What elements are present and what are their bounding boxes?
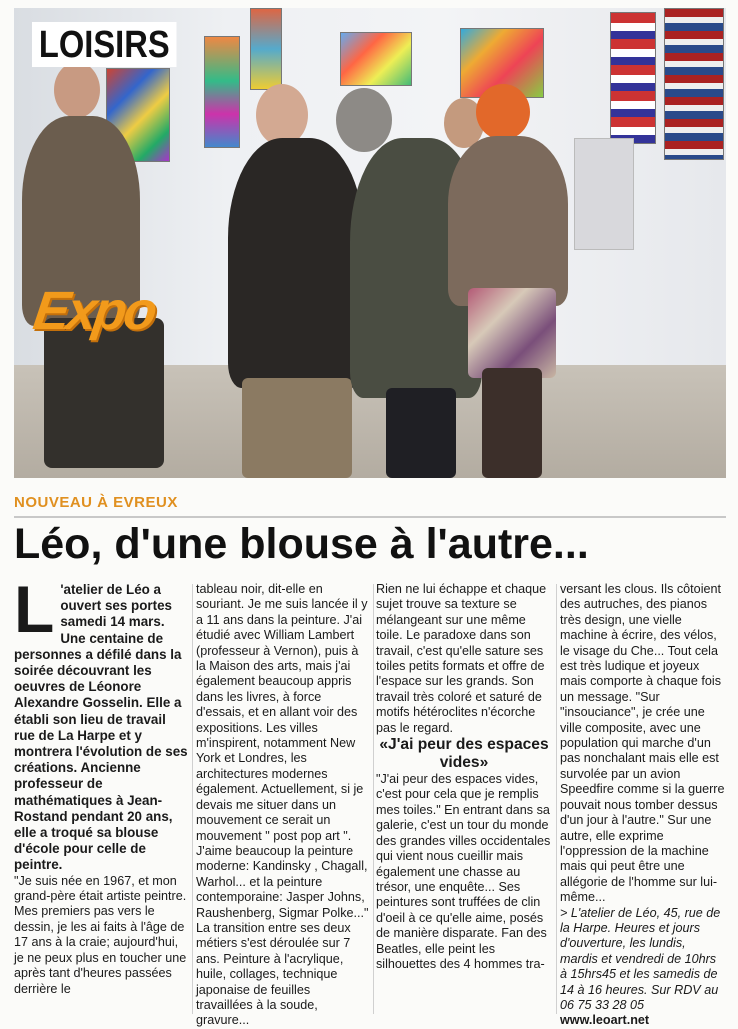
painting [610, 12, 656, 144]
painting [574, 138, 634, 250]
lead-paragraph [14, 572, 190, 874]
column-divider [373, 584, 374, 1014]
visitor-trousers [242, 378, 352, 478]
painting [664, 8, 724, 160]
body-paragraph: "J'ai peur des espaces vides, c'est pour cela que je remplis mes toiles." En entrant dans sa galerie, c'est un tour du monde des grandes villes occidentales qui vient nous cueillir mais également une chasse au trésor, une enquête... Ses peintures sont truffées de clin d'oeil à ce qu'elle aime, posés de manière disparate. Fan des Beatles, elle peint les silhouettes des 4 hommes tra- [376, 772, 551, 971]
info-text: > L'atelier de Léo, 45, rue de la Harpe. Heures et jours d'ouverture, les lundis, mardis et vendredi de 10hrs à 15hrs45 et les samedis de 14 à 16 heures. Sur RDV au 06 75 33 28 05 [560, 905, 721, 1012]
column-4 [560, 582, 726, 1029]
lead-text: 'atelier de Léo a ouvert ses portes samedi 14 mars. Une centaine de personnes a défilé dans la soirée découvrant les oeuvres de Léonore Alexandre Gosselin. Elle a établi son lieu de travail rue de La Harpe et y montrera l'évolution de ses créations. Ancienne professeur de mathématiques à Jean-Rostand pendant 20 ans, elle a troqué sa blouse d'école pour celle de peintre. [14, 582, 188, 873]
subheading: «J'ai peur des espaces vides» [379, 736, 549, 772]
column-divider [192, 584, 193, 1014]
body-paragraph: versant les clous. Ils côtoient des autruches, des pianos très design, une vielle machine à écrire, des vélos, le visage du Che... Tout cela est très ludique et joyeux mais comporte à chaque fois un message. "Sur "insouciance", je crée une ville composite, avec une population qui marche d'un pas nonchalant mais elle est survolée par un avion Speedfire comme si la guerre pouvait nous tomber dessus d'un jour à l'autre." Sur une autre, elle exprime l'oppression de la machine mais qui peut être une allégorie de l'homme sur lui-même... [560, 582, 725, 905]
expo-label: Expo [29, 281, 159, 341]
column-2 [196, 582, 370, 1029]
visitor-head [336, 88, 392, 152]
column-1 [14, 572, 190, 997]
body-paragraph: "Je suis née en 1967, et mon grand-père était artiste peintre. Mes premiers pas vers le dessin, je les ai faits à l'âge de 17 ans à la craie; aujourd'hui, je ne peux plus en toucher une après tant d'heures passées derrière le [14, 873, 187, 996]
visitor-skirt [468, 288, 556, 378]
body-paragraph: tableau noir, dit-elle en souriant. Je me suis lancée il y a 11 ans dans la peinture. J'ai étudié avec William Lambert (professeur à Vernon), puis à la Maison des arts, mais j'ai également beaucoup appris dans les livres, à force d'essais, et en allant voir des expositions. Les villes m'inspirent, notamment New York et Londres, les architectures modernes également. Actuellement, si je devais me situer dans un mouvement ce serait un mouvement " post pop art ". J'aime beaucoup la peinture moderne: Kandinsky , Chagall, Warhol... et la peinture contemporaine: Jasper Johns, Raushenberg, Sigmar Polke..." [196, 582, 369, 920]
divider [14, 516, 726, 518]
painting [250, 8, 282, 90]
visitor-head [54, 62, 100, 118]
body-paragraph: Rien ne lui échappe et chaque sujet trouve sa texture se mélangeant sur une même toile. Le paradoxe dans son travail, c'est qu'elle sature ses toiles petits formats et offre de l'espace sur les grands. Son travail très coloré et saturé de motifs hétéroclites n'écorche pas le regard. [376, 582, 547, 735]
article-photo [14, 8, 726, 478]
column-divider [556, 584, 557, 1014]
kicker: NOUVEAU À EVREUX [14, 494, 178, 511]
painting [204, 36, 240, 148]
painting [340, 32, 412, 86]
visitor-trousers [386, 388, 456, 478]
visitor-head [256, 84, 308, 146]
visitor-legs [482, 368, 542, 478]
visitor-head [476, 84, 530, 140]
visitor-coat [228, 138, 364, 388]
body-paragraph: La transition entre ses deux métiers s'est déroulée sur 7 ans. Peinture à l'acrylique, huile, collages, technique japonaise de feuilles travaillées à la soude, gravure... [196, 920, 351, 1028]
practical-info [560, 906, 726, 1029]
section-label: LOISIRS [32, 22, 177, 67]
visitor-coat [448, 136, 568, 306]
website-link[interactable]: www.leoart.net [560, 1013, 650, 1028]
headline: Léo, d'une blouse à l'autre... [14, 520, 589, 568]
drop-cap: L [14, 572, 55, 646]
column-3 [376, 582, 552, 972]
